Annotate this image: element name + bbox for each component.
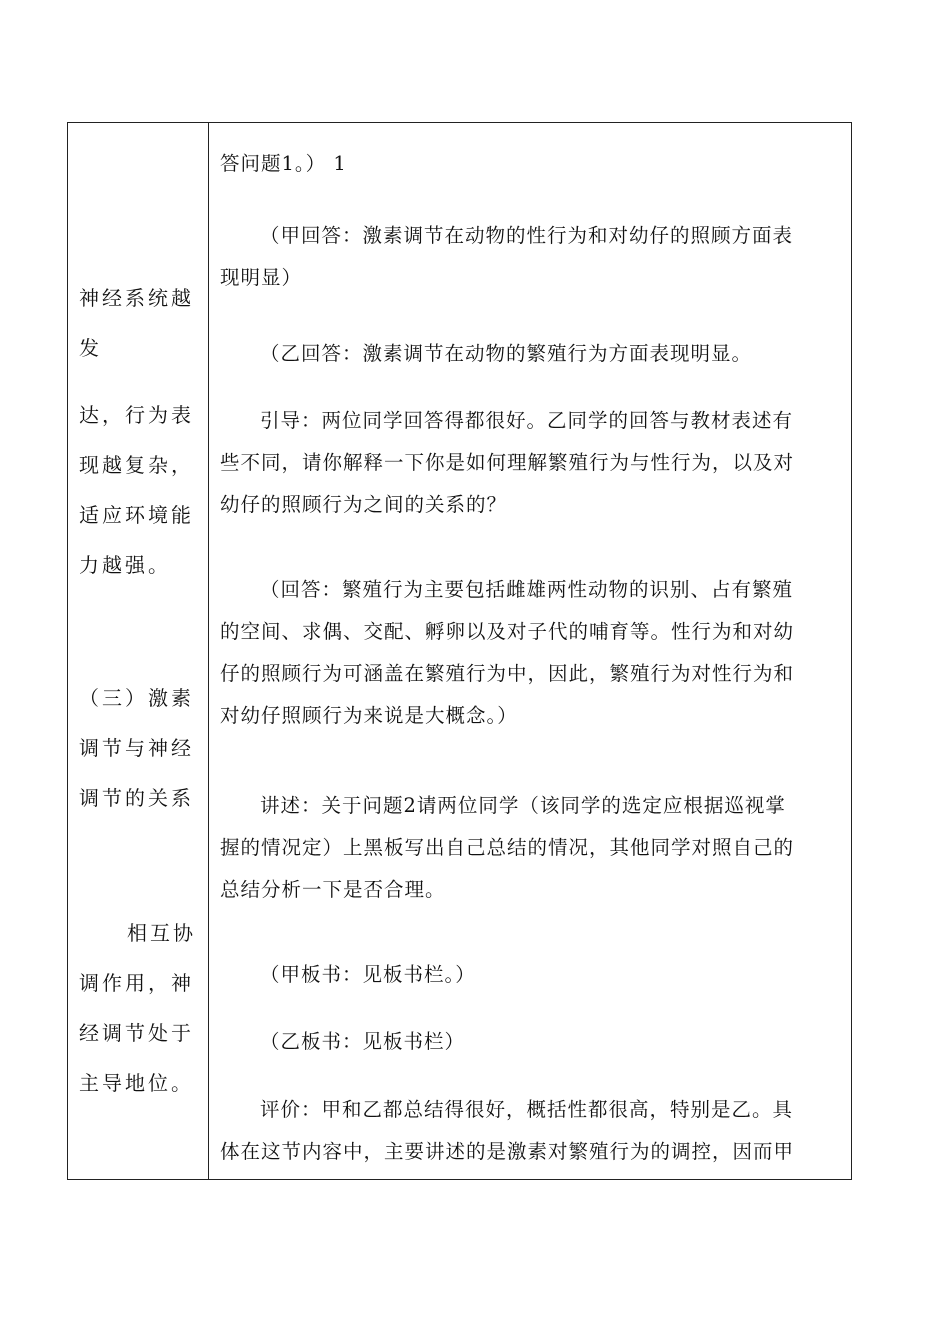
left-line: 现越复杂， <box>79 453 194 477</box>
text-line: （甲板书：见板书栏。） <box>260 963 476 986</box>
text-line: 仔的照顾行为可涵盖在繁殖行为中，因此，繁殖行为对性行为和 <box>220 662 795 685</box>
paragraph-jia-board <box>220 954 844 996</box>
left-line: （三）激素 <box>79 686 194 710</box>
text-line: （乙板书：见板书栏） <box>260 1030 466 1053</box>
text-line: 体在这节内容中，主要讲述的是激素对繁殖行为的调控，因而甲 <box>220 1140 795 1163</box>
left-line: 达，行为表 <box>79 403 194 427</box>
text-line: 幼仔的照顾行为之间的关系的？ <box>220 493 508 516</box>
left-line: 力越强。 <box>79 553 171 577</box>
left-line: 调节与神经 <box>79 736 194 760</box>
text-line: 讲述：关于问题2请两位同学（该同学的选定应根据巡视掌 <box>260 794 786 817</box>
paragraph-yi-answer <box>220 333 844 375</box>
paragraph-yi-board <box>220 1021 844 1063</box>
paragraph-continuation <box>220 143 844 185</box>
paragraph-lecture <box>220 785 844 911</box>
text-line: （乙回答：激素调节在动物的繁殖行为方面表现明显。 <box>260 342 753 365</box>
text-line: （回答：繁殖行为主要包括雌雄两性动物的识别、占有繁殖 <box>260 578 794 601</box>
left-block-section-three <box>79 673 201 823</box>
left-line: 适应环境能 <box>79 503 194 527</box>
lesson-plan-table <box>67 122 852 1180</box>
text-line: 的空间、求偶、交配、孵卵以及对子代的哺育等。性行为和对幼 <box>220 620 795 643</box>
left-block-nervous-system <box>79 273 201 373</box>
text-line: （甲回答：激素调节在动物的性行为和对幼仔的照顾方面表 <box>260 224 794 247</box>
text-line: 些不同，请你解释一下你是如何理解繁殖行为与性行为，以及对 <box>220 451 795 474</box>
text-line: 评价：甲和乙都总结得很好，概括性都很高，特别是乙。具 <box>260 1098 794 1121</box>
left-line: 神经系统越 <box>79 286 194 310</box>
text-line: 总结分析一下是否合理。 <box>220 878 446 901</box>
paragraph-answer <box>220 569 844 737</box>
text-line: 对幼仔照顾行为来说是大概念。） <box>220 704 518 727</box>
text-line: 答问题1。） 1 <box>220 152 347 175</box>
paragraph-jia-answer <box>220 215 844 299</box>
column-divider <box>208 123 209 1179</box>
paragraph-evaluation <box>220 1089 844 1173</box>
left-line: 调节的关系 <box>79 786 194 810</box>
left-line: 调作用，神 <box>79 971 194 995</box>
left-column <box>68 123 208 1179</box>
text-line: 引导：两位同学回答得都很好。乙同学的回答与教材表述有 <box>260 409 794 432</box>
left-line: 主导地位。 <box>79 1071 194 1095</box>
left-line: 发 <box>79 336 102 360</box>
right-column <box>210 123 853 1179</box>
left-block-coordination <box>79 908 201 1108</box>
left-block-behavior <box>79 390 201 590</box>
text-line: 握的情况定）上黑板写出自己总结的情况，其他同学对照自己的 <box>220 836 795 859</box>
left-line: 经调节处于 <box>79 1021 194 1045</box>
left-line: 相互协 <box>127 921 196 945</box>
text-line: 现明显） <box>220 266 303 289</box>
paragraph-guide <box>220 400 844 526</box>
